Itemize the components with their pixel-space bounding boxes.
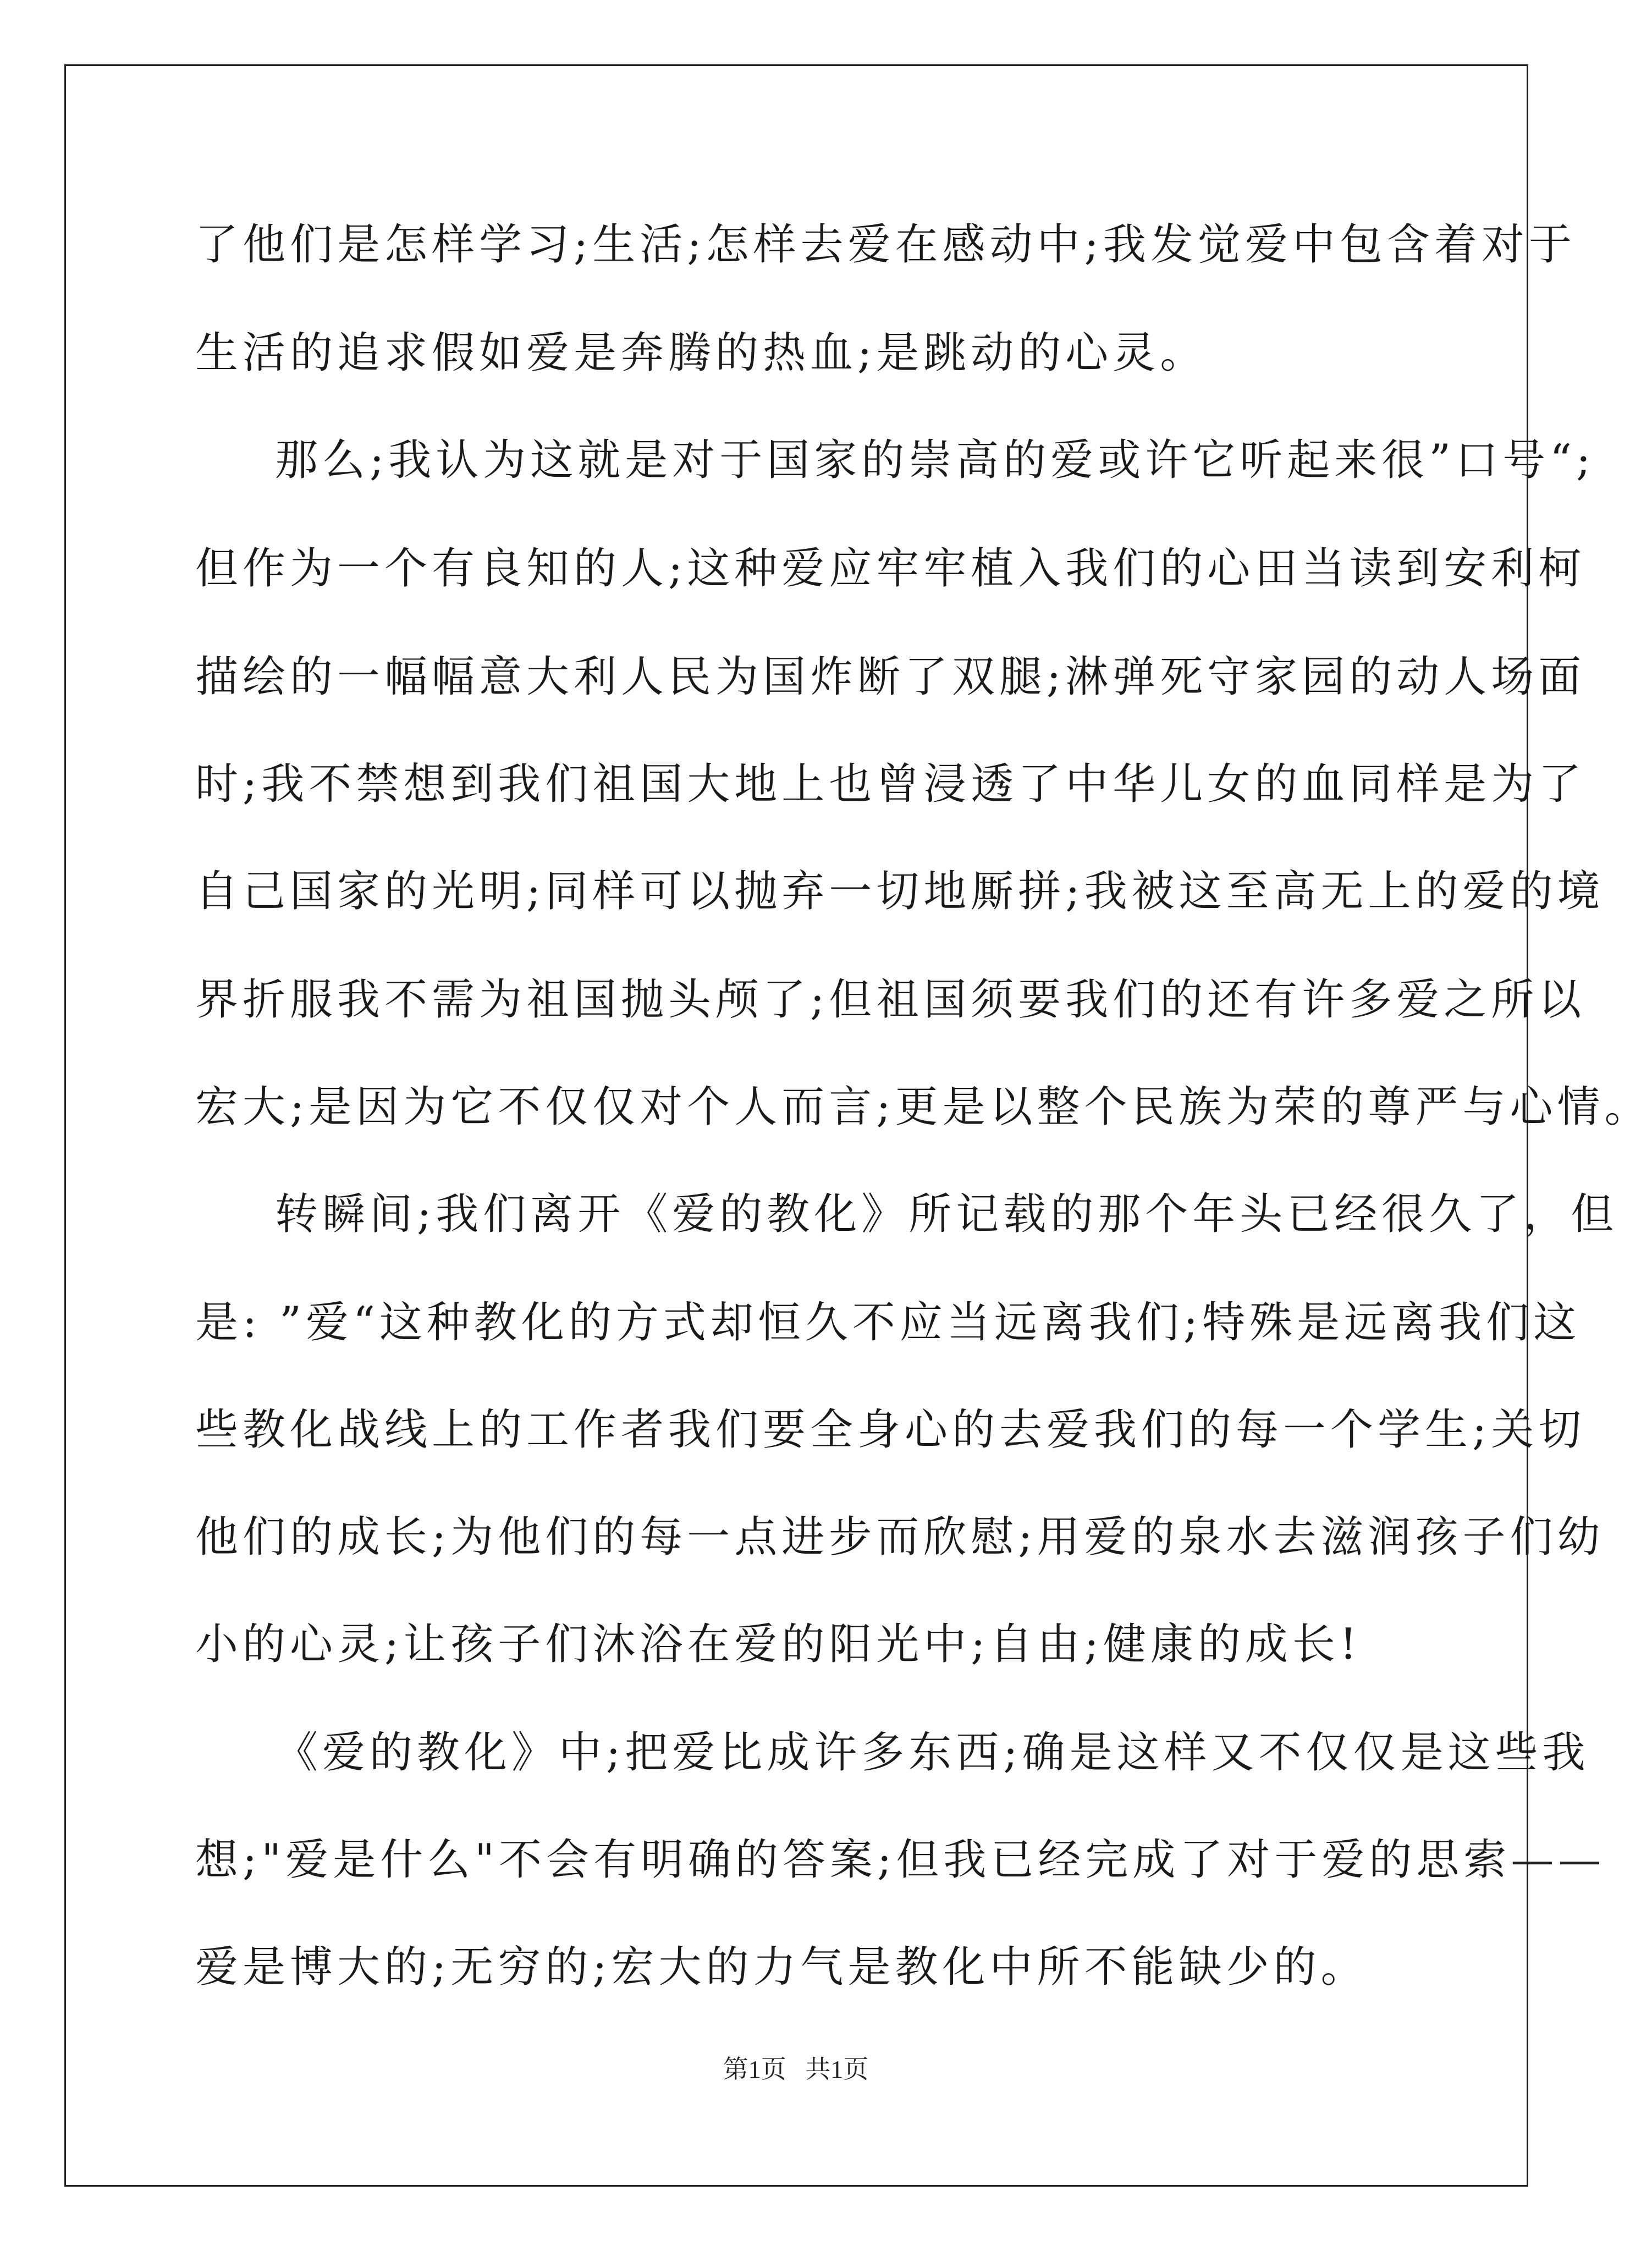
paragraph-first-line: 转瞬间;我们离开《爱的教化》所记载的那个年头已经很久了，但	[275, 1190, 1618, 1239]
body-line: 想;"爱是什么"不会有明确的答案;但我已经完成了对于爱的思索——	[195, 1835, 1606, 1885]
body-line: 小的心灵;让孩子们沐浴在爱的阳光中;自由;健康的成长!	[195, 1620, 1362, 1669]
body-line: 生活的追求假如爱是奔腾的热血;是跳动的心灵。	[195, 328, 1208, 378]
body-line: 是: ”爱“这种教化的方式却恒久不应当远离我们;特殊是远离我们这	[195, 1298, 1581, 1347]
body-line: 他们的成长;为他们的每一点进步而欣慰;用爱的泉水去滋润孩子们幼	[195, 1512, 1605, 1562]
body-line: 界折服我不需为祖国抛头颅了;但祖国须要我们的还有许多爱之所以	[195, 975, 1586, 1025]
body-line: 但作为一个有良知的人;这种爱应牢牢植入我们的心田当读到安利柯	[195, 544, 1586, 593]
body-line: 了他们是怎样学习;生活;怎样去爱在感动中;我发觉爱中包含着对于	[195, 220, 1576, 269]
body-line: 宏大;是因为它不仅仅对个人而言;更是以整个民族为荣的尊严与心情。	[195, 1082, 1652, 1132]
body-line: 爱是博大的;无穷的;宏大的力气是教化中所不能缺少的。	[195, 1942, 1368, 1992]
body-line: 描绘的一幅幅意大利人民为国炸断了双腿;淋弹死守家园的动人场面	[195, 652, 1586, 702]
page-number-footer: 第1页 共1页	[723, 2055, 869, 2083]
paragraph-first-line: 那么;我认为这就是对于国家的崇高的爱或许它听起来很”口号“;	[275, 436, 1595, 485]
body-line: 些教化战线上的工作者我们要全身心的去爱我们的每一个学生;关切	[195, 1405, 1586, 1455]
body-line: 时;我不禁想到我们祖国大地上也曾浸透了中华儿女的血同样是为了	[195, 759, 1586, 809]
body-line: 自己国家的光明;同样可以抛弃一切地厮拼;我被这至高无上的爱的境	[195, 867, 1605, 916]
paragraph-first-line: 《爱的教化》中;把爱比成许多东西;确是这样又不仅仅是这些我	[275, 1728, 1590, 1777]
